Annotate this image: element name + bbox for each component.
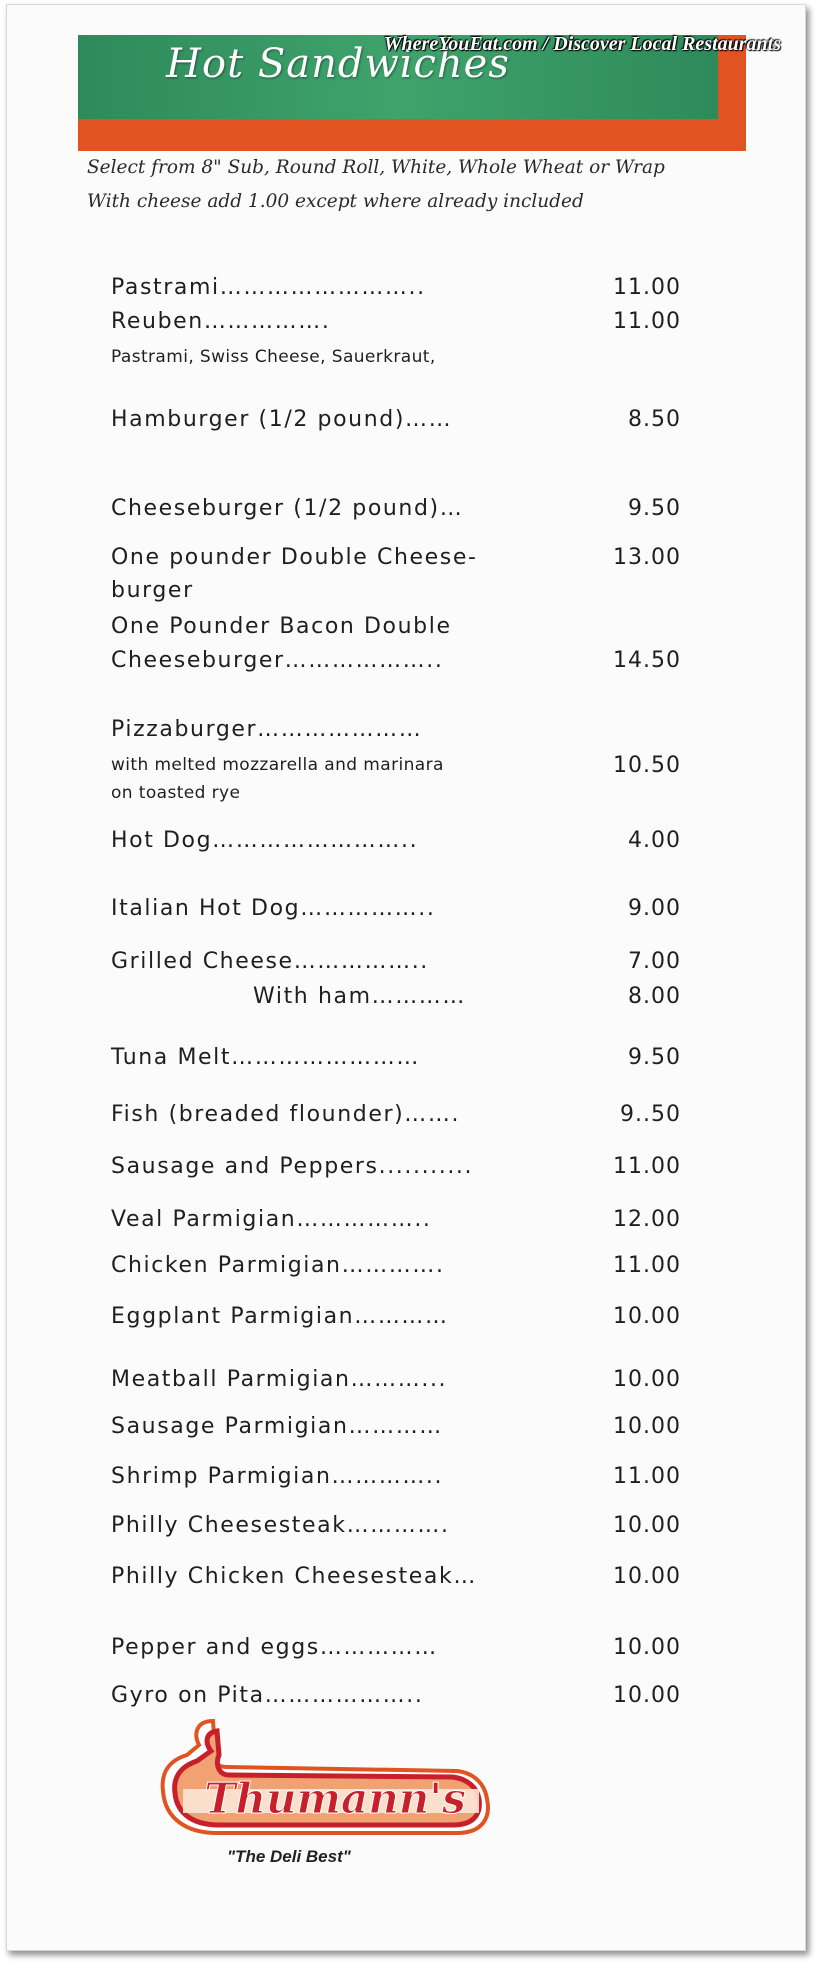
cheese-note: With cheese add 1.00 except where already included bbox=[87, 191, 584, 212]
item-name: Pepper and eggs…………… bbox=[111, 1635, 438, 1660]
item-price: 10.00 bbox=[613, 1564, 681, 1589]
item-price: 13.00 bbox=[613, 545, 681, 570]
item-name: Cheeseburger……………….. bbox=[111, 648, 444, 673]
item-price: 10.00 bbox=[613, 1414, 681, 1439]
page-title: Hot Sandwiches bbox=[166, 41, 510, 87]
item-description: with melted mozzarella and marinara bbox=[111, 755, 444, 775]
item-name: Grilled Cheese…………….. bbox=[111, 949, 429, 974]
item-name: Gyro on Pita……………….. bbox=[111, 1683, 424, 1708]
item-name: Philly Chicken Cheesesteak… bbox=[111, 1564, 477, 1589]
item-name: Philly Cheesesteak…………. bbox=[111, 1513, 450, 1538]
logo-brand: Thumann's bbox=[204, 1774, 466, 1823]
item-name: Pastrami…………………….. bbox=[111, 275, 426, 300]
item-name: Hamburger (1/2 pound)…… bbox=[111, 407, 453, 432]
item-price: 10.00 bbox=[613, 1367, 681, 1392]
item-name: burger bbox=[111, 578, 194, 603]
item-name: Pizzaburger………………… bbox=[111, 717, 423, 742]
item-name: Sausage and Peppers........... bbox=[111, 1154, 474, 1179]
item-price: 9.50 bbox=[628, 1045, 681, 1070]
item-name: Reuben……………. bbox=[111, 309, 331, 334]
item-price: 10.50 bbox=[613, 753, 681, 778]
site-watermark: WhereYouEat.com / Discover Local Restaurants bbox=[383, 33, 781, 55]
item-name: Eggplant Parmigian………… bbox=[111, 1304, 449, 1329]
item-price: 12.00 bbox=[613, 1207, 681, 1232]
item-name: Veal Parmigian…………….. bbox=[111, 1207, 432, 1232]
item-price: 8.00 bbox=[628, 984, 681, 1009]
thumanns-logo bbox=[157, 1715, 497, 1865]
item-description: Pastrami, Swiss Cheese, Sauerkraut, bbox=[111, 347, 436, 367]
item-name: With ham………… bbox=[253, 984, 466, 1009]
item-name: Sausage Parmigian………… bbox=[111, 1414, 443, 1439]
item-price: 11.00 bbox=[613, 309, 681, 334]
item-price: 7.00 bbox=[628, 949, 681, 974]
item-name: One pounder Double Cheese- bbox=[111, 545, 478, 570]
item-price: 11.00 bbox=[613, 1464, 681, 1489]
item-price: 10.00 bbox=[613, 1683, 681, 1708]
logo-tagline: "The Deli Best" bbox=[227, 1847, 351, 1866]
item-price: 10.00 bbox=[613, 1304, 681, 1329]
item-description: on toasted rye bbox=[111, 783, 241, 803]
item-name: Italian Hot Dog…………….. bbox=[111, 896, 436, 921]
item-price: 4.00 bbox=[628, 828, 681, 853]
item-price: 11.00 bbox=[613, 1253, 681, 1278]
item-price: 10.00 bbox=[613, 1635, 681, 1660]
menu-page bbox=[6, 4, 806, 1951]
item-price: 11.00 bbox=[613, 275, 681, 300]
item-name: Fish (breaded flounder)……. bbox=[111, 1102, 461, 1127]
item-price: 11.00 bbox=[613, 1154, 681, 1179]
item-name: Tuna Melt…………………… bbox=[111, 1045, 420, 1070]
item-price: 10.00 bbox=[613, 1513, 681, 1538]
item-name: Shrimp Parmigian………….. bbox=[111, 1464, 444, 1489]
item-price: 8.50 bbox=[628, 407, 681, 432]
item-price: 9..50 bbox=[620, 1102, 681, 1127]
item-price: 14.50 bbox=[613, 648, 681, 673]
item-name: One Pounder Bacon Double bbox=[111, 614, 452, 639]
item-name: Chicken Parmigian…………. bbox=[111, 1253, 445, 1278]
item-price: 9.50 bbox=[628, 496, 681, 521]
item-name: Hot Dog…………………….. bbox=[111, 828, 419, 853]
item-price: 9.00 bbox=[628, 896, 681, 921]
item-name: Cheeseburger (1/2 pound)… bbox=[111, 496, 464, 521]
item-name: Meatball Parmigian………... bbox=[111, 1367, 448, 1392]
bread-options-note: Select from 8" Sub, Round Roll, White, Whole Wheat or Wrap bbox=[87, 157, 665, 178]
